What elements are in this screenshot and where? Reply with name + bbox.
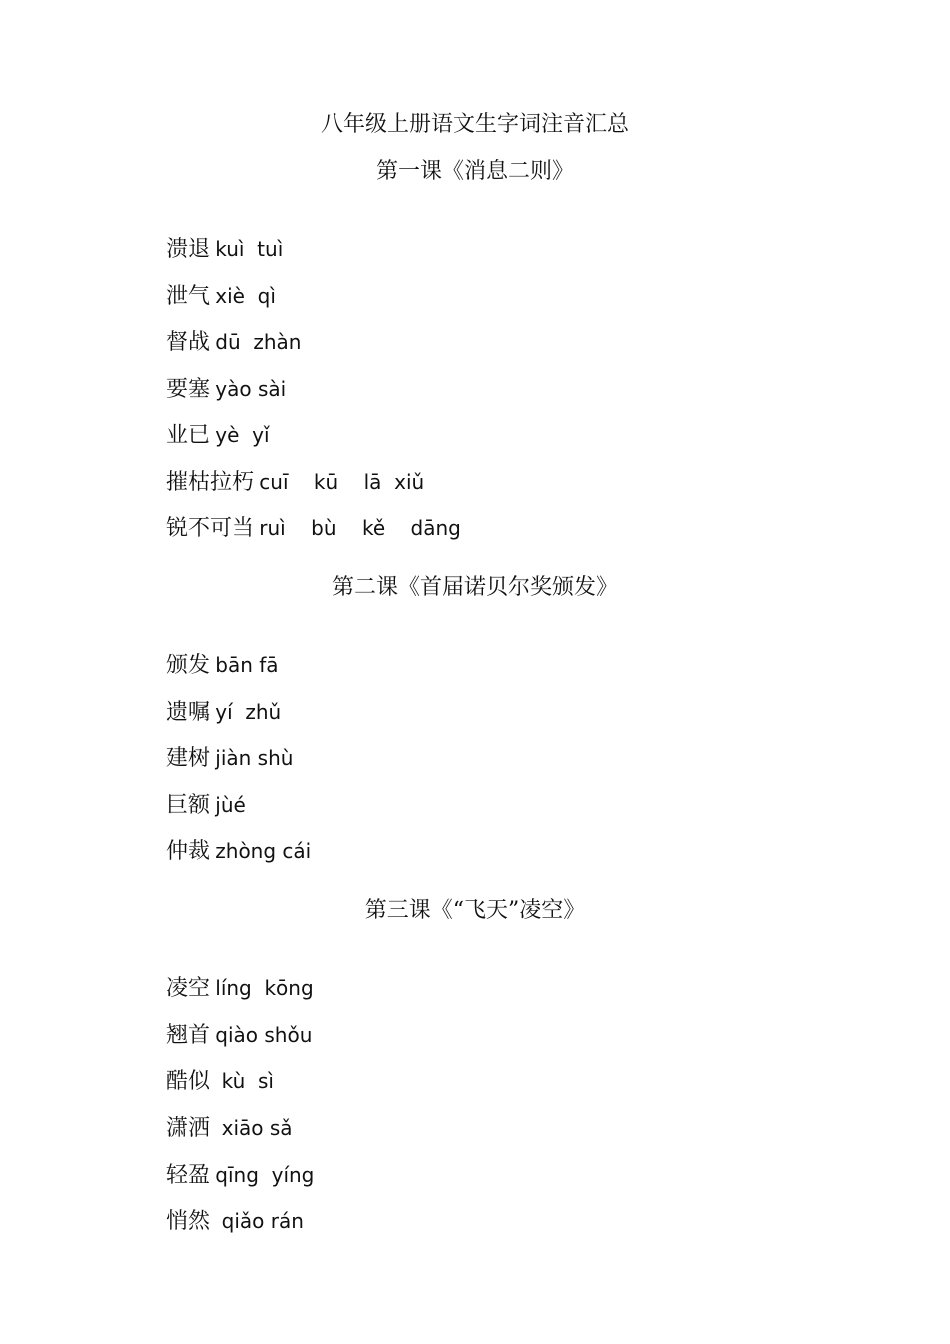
vocab-pinyin: qiào shǒu <box>215 1023 313 1047</box>
vocab-pinyin: kù sì <box>215 1069 274 1093</box>
vocab-word: 督战 <box>166 330 211 355</box>
vocab-entry <box>145 667 282 725</box>
vocab-word: 泄气 <box>166 284 211 309</box>
vocab-pinyin: xiè qì <box>215 284 276 308</box>
vocab-entry <box>145 990 313 1048</box>
vocab-word: 巨额 <box>166 793 211 818</box>
vocab-word: 酷似 <box>166 1069 211 1094</box>
vocab-entry <box>145 251 276 309</box>
vocab-pinyin: kuì tuì <box>215 237 284 261</box>
vocab-pinyin: ruì bù kě dāng <box>259 516 461 540</box>
vocab-pinyin: xiāo sǎ <box>215 1116 293 1140</box>
vocab-pinyin: dū zhàn <box>215 330 302 354</box>
lesson-3-title: 第三课《“飞天”凌空》 <box>364 898 586 923</box>
vocab-pinyin: bān fā <box>215 653 279 677</box>
vocab-pinyin: qiǎo rán <box>215 1209 304 1233</box>
vocab-word: 建树 <box>166 746 211 771</box>
vocab-word: 潇洒 <box>166 1116 211 1141</box>
vocab-entry <box>145 1176 304 1234</box>
vocab-word: 仲裁 <box>166 839 211 864</box>
vocab-pinyin: líng kōng <box>215 976 314 1000</box>
lesson-2-title: 第二课《首届诺贝尔奖颁发》 <box>331 575 618 600</box>
vocab-word: 颁发 <box>166 653 211 678</box>
vocab-pinyin: jùé <box>215 793 246 817</box>
vocab-pinyin: yào sài <box>215 377 287 401</box>
vocab-word: 凌空 <box>166 976 211 1001</box>
vocab-entry <box>145 204 284 262</box>
vocab-pinyin: zhòng cái <box>215 839 312 863</box>
vocab-word: 要塞 <box>166 377 211 402</box>
vocab-entry <box>145 806 312 864</box>
vocab-pinyin: qīng yíng <box>215 1163 315 1187</box>
vocab-entry <box>145 943 314 1001</box>
vocab-entry <box>145 760 246 818</box>
vocab-entry <box>145 620 279 678</box>
vocab-entry <box>145 390 270 448</box>
vocab-pinyin: cuī kū lā xiǔ <box>259 470 425 494</box>
vocab-entry <box>145 713 294 771</box>
vocab-word: 遗嘱 <box>166 700 211 725</box>
vocab-entry <box>145 297 302 355</box>
vocab-word: 悄然 <box>166 1209 211 1234</box>
document-title: 八年级上册语文生字词注音汇总 <box>320 112 629 137</box>
vocab-entry <box>145 1036 274 1094</box>
vocab-pinyin: jiàn shù <box>215 746 294 770</box>
vocab-entry <box>145 1130 315 1188</box>
vocab-entry <box>145 483 461 541</box>
vocab-entry <box>145 437 425 495</box>
vocab-word: 溃退 <box>166 237 211 262</box>
lesson-1-title: 第一课《消息二则》 <box>375 159 574 184</box>
vocab-entry <box>145 1083 293 1141</box>
vocab-word: 翘首 <box>166 1023 211 1048</box>
vocab-word: 轻盈 <box>166 1163 211 1188</box>
vocab-word: 业已 <box>166 423 211 448</box>
vocab-pinyin: yí zhǔ <box>215 700 282 724</box>
vocab-pinyin: yè yǐ <box>215 423 270 447</box>
vocab-word: 摧枯拉朽 <box>166 470 255 495</box>
vocab-entry <box>145 344 287 402</box>
vocab-word: 锐不可当 <box>166 516 255 541</box>
